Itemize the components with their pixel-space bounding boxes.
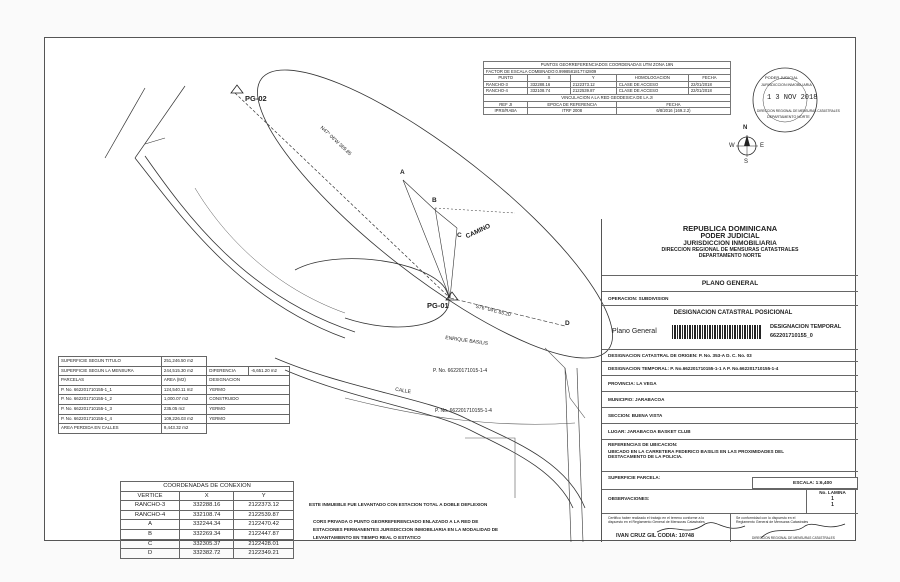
georef-vinculation: VINCULACION A LA RED GEODESICA DE LA JI bbox=[484, 94, 731, 101]
table-row bbox=[121, 549, 294, 559]
table-row bbox=[59, 366, 290, 376]
lamina-den: 1 bbox=[831, 502, 834, 508]
coords-cell: B bbox=[121, 529, 180, 539]
title-designacion-pos: DESIGNACION CATASTRAL POSICIONAL bbox=[673, 310, 793, 316]
label-pg02: PG-02 bbox=[245, 94, 267, 103]
title-republica: REPUBLICA DOMINICANA bbox=[682, 224, 778, 233]
label-d: D bbox=[565, 320, 570, 327]
label-bearing1: N47° 06'W 369.85 bbox=[318, 125, 353, 158]
georef-ref-header: FECHA bbox=[616, 101, 730, 108]
georef-table bbox=[483, 61, 731, 115]
coords-cell: 332382.72 bbox=[180, 549, 234, 559]
director-label: DIRECCION REGIONAL DE MENSURAS CATASTRALES bbox=[752, 536, 835, 540]
coords-cell: 332244.34 bbox=[180, 520, 234, 530]
compass-cross bbox=[736, 135, 758, 157]
parcel-cell: CONSTRUIDO bbox=[207, 395, 290, 405]
stamp-line1: PODER JUDICIAL bbox=[765, 75, 799, 80]
title-referencias-box bbox=[602, 439, 858, 471]
cert-right-1: Se conformidad con lo dispuesto en el bbox=[736, 516, 796, 520]
note-cors-2: ESTACIONES PERMANENTES JURISDICCION INMOBILIARIA EN LA MODALIDAD DE bbox=[313, 527, 499, 532]
georef-cell: CLASE DE ACCESO bbox=[616, 88, 688, 95]
table-row bbox=[59, 376, 290, 386]
title-departamento: DEPARTAMENTO NORTE bbox=[698, 253, 762, 259]
parcel-cell: 1,000.07 m2 bbox=[161, 395, 206, 405]
label-calle: CALLE bbox=[394, 386, 412, 396]
surface-header: DESIGNACION bbox=[207, 376, 290, 386]
georef-ref-cell: IPRS/RABA bbox=[484, 108, 528, 115]
label-pg01: PG-01 bbox=[427, 301, 449, 310]
boundary-line bbox=[135, 86, 185, 158]
survey-line bbox=[435, 208, 515, 213]
title-escala: ESCALA: 1:6,400 bbox=[752, 477, 858, 489]
title-superficie: SUPERFICIE PARCELA: bbox=[602, 471, 858, 485]
road-edge bbox=[135, 158, 345, 338]
title-ref-text1: UBICADO EN LA CARRETERA FEDERICO BASILIS EN LAS PROXIMIDADES DEL bbox=[608, 449, 785, 454]
parcel-cell: YERMO bbox=[207, 414, 290, 424]
coords-header: Y bbox=[234, 491, 294, 501]
georef-header: PUNTO bbox=[484, 75, 528, 82]
stamp-date: 1 3 NOV 2018 bbox=[767, 94, 818, 102]
surface-cell: 244,515.30 m2 bbox=[161, 366, 206, 376]
coords-cell: 2122428.01 bbox=[234, 539, 294, 549]
table-row bbox=[59, 404, 290, 414]
georef-cell: 332288.16 bbox=[528, 81, 570, 88]
georef-header: FECHA bbox=[688, 75, 730, 82]
georef-cell: 22/01/2018 bbox=[688, 88, 730, 95]
title-block bbox=[601, 219, 857, 542]
title-ref-text2: DESTACAMENTO DE LA POLICIA. bbox=[608, 454, 683, 459]
georef-scale: FACTOR DE ESCALA COMBINADO:0.9998581817742809 bbox=[484, 68, 731, 75]
label-c: C bbox=[457, 232, 462, 239]
coords-cell: 332288.16 bbox=[180, 501, 234, 511]
lamina-num: 1 bbox=[831, 496, 834, 502]
survey-line bbox=[403, 180, 450, 298]
parcel-cell: P. No. 662201710155-1_2 bbox=[59, 395, 162, 405]
georef-cell: RANCHO-3 bbox=[484, 81, 528, 88]
table-row bbox=[121, 529, 294, 539]
lamina-box bbox=[806, 489, 858, 513]
table-row bbox=[59, 357, 290, 367]
title-direccion: DIRECCION REGIONAL DE MENSURAS CATASTRALES bbox=[661, 247, 799, 253]
cert-right-2: Reglamento General de Mensuras Catastrales bbox=[736, 520, 809, 524]
stamp-line4: DEPARTAMENTO NORTE bbox=[767, 115, 810, 119]
surface-header: AREA (M2) bbox=[161, 376, 206, 386]
title-observaciones: OBSERVACIONES: bbox=[602, 489, 858, 513]
parcel-cell: 109,226.03 m2 bbox=[161, 414, 206, 424]
coords-header: X bbox=[180, 491, 234, 501]
drawing-frame bbox=[44, 37, 856, 557]
road-edge bbox=[195, 188, 345, 313]
table-row bbox=[484, 81, 731, 88]
georef-header: Y bbox=[570, 75, 616, 82]
parcel-cell: P. No. 662201710155-1_3 bbox=[59, 404, 162, 414]
compass-e: E bbox=[760, 143, 765, 149]
note-levantado: ESTE INMUEBLE FUE LEVANTADO CON ESTACION TOTAL A DOBLE DEFLEXION bbox=[309, 502, 488, 507]
coords-cell: C bbox=[121, 539, 180, 549]
parcel-cell: 124,540.11 m2 bbox=[161, 385, 206, 395]
coords-cell: 2122447.87 bbox=[234, 529, 294, 539]
coords-cell: 2122539.87 bbox=[234, 510, 294, 520]
surface-header: PARCELAS bbox=[59, 376, 162, 386]
georef-ref-cell: ITRF 2008 bbox=[528, 108, 617, 115]
table-row bbox=[484, 88, 731, 95]
surface-cell: SUPERFICIE SEGUN TITULO bbox=[59, 357, 162, 367]
table-row bbox=[59, 424, 290, 434]
lower-boundary bbox=[295, 259, 449, 327]
title-seccion: SECCION: BUENA VISTA bbox=[602, 407, 858, 423]
label-bearing2: S76° 04'E 85.20 bbox=[474, 303, 512, 319]
road-edge bbox=[285, 370, 573, 508]
road-edge bbox=[145, 156, 355, 332]
title-jurisdiccion: JURISDICCION INMOBILIARIA bbox=[683, 240, 777, 247]
title-referencias: REFERENCIAS DE UBICACION: bbox=[608, 442, 678, 447]
table-row bbox=[121, 510, 294, 520]
parcel-cell: 235.05 m2 bbox=[161, 404, 206, 414]
stamp-line2: JURISDICCION INMOBILIARIA bbox=[761, 83, 812, 87]
georef-cell: CLASE DE ACCESO bbox=[616, 81, 688, 88]
parcel-cell: YERMO bbox=[207, 385, 290, 395]
title-designacion-temp: DESIGNACION TEMPORAL bbox=[770, 324, 842, 330]
coords-title: COORDENADAS DE CONEXION bbox=[121, 482, 294, 492]
georef-ref-cell: 6/8/2016 (169.2.2) bbox=[616, 108, 730, 115]
note-cors-1: CORS PRIVADA O PUNTO GEORREFERENCIADO ENLAZADO A LA RED DE bbox=[313, 519, 479, 524]
road-edge bbox=[577, 368, 583, 542]
cert-left-2: dispuesto en el Reglamento General de Mensuras Catastrales bbox=[608, 520, 705, 524]
table-row bbox=[59, 385, 290, 395]
road-edge bbox=[275, 358, 585, 508]
coords-table bbox=[120, 481, 294, 559]
georef-cell: RANCHO-4 bbox=[484, 88, 528, 95]
title-origen: DESIGNACION CATASTRAL DE ORIGEN: P. No. 353-A D. C. No. 03 bbox=[602, 349, 858, 361]
table-row bbox=[59, 414, 290, 424]
title-designacion-temporal: DESIGNACION TEMPORAL: P. No.662201710155-1-1 A P. No.662201710155-1-4 bbox=[602, 361, 858, 375]
label-camino: CAMINO bbox=[464, 222, 492, 241]
boundary-line bbox=[105, 88, 145, 158]
calles-cell: AREA PERDIDA EN CALLES bbox=[59, 424, 162, 434]
title-operacion: OPERACION: SUBDIVISION bbox=[602, 291, 858, 305]
title-plano: PLANO GENERAL bbox=[602, 275, 858, 291]
parcel-cell: YERMO bbox=[207, 404, 290, 414]
coords-cell: 2122470.42 bbox=[234, 520, 294, 530]
surface-cell: SUPERFICIE SEGUN LA MENSURA bbox=[59, 366, 162, 376]
calles-cell: 9,443.32 m2 bbox=[161, 424, 206, 434]
coords-cell: 2122373.12 bbox=[234, 501, 294, 511]
pg02-marker bbox=[231, 85, 243, 93]
compass-w: W bbox=[729, 143, 735, 149]
georef-ref-header: EPOCA DE REFERENCIA bbox=[528, 101, 617, 108]
surface-cell: -6,651.20 m2 bbox=[249, 366, 290, 376]
note-cors-3: LEVANTAMIENTO EN TIEMPO REAL O ESTATICO bbox=[313, 535, 421, 540]
road-edge bbox=[545, 348, 585, 418]
coords-cell: D bbox=[121, 549, 180, 559]
label-enrique: ENRIQUE BASILIS bbox=[444, 335, 489, 347]
title-lugar: LUGAR: JARABACOA BASKET CLUB bbox=[602, 423, 858, 439]
title-municipio: MUNICIPIO: JARABACOA bbox=[602, 391, 858, 407]
title-block-header bbox=[602, 219, 858, 275]
title-provincia: PROVINCIA: LA VEGA bbox=[602, 375, 858, 391]
georef-cell: 332108.74 bbox=[528, 88, 570, 95]
georef-cell: 2122373.12 bbox=[570, 81, 616, 88]
barcode bbox=[672, 325, 762, 339]
coords-cell: 332269.34 bbox=[180, 529, 234, 539]
title-poder: PODER JUDICIAL bbox=[700, 233, 760, 240]
label-a: A bbox=[400, 169, 405, 176]
label-parcel-low: P. No. 662201710155-1-4 bbox=[435, 408, 492, 414]
table-row bbox=[121, 520, 294, 530]
label-parcel-mid: P. No. 66220171015-1-4 bbox=[433, 368, 488, 374]
georef-header: HOMOLOGACION bbox=[616, 75, 688, 82]
table-row bbox=[59, 395, 290, 405]
coords-cell: RANCHO-3 bbox=[121, 501, 180, 511]
parcel-edge bbox=[403, 180, 457, 228]
surface-cell: DIFERENCIA bbox=[207, 366, 249, 376]
parcel-cell: P. No. 662201710155-1_1 bbox=[59, 385, 162, 395]
road-edge bbox=[565, 368, 571, 542]
agrimensor-name: IVAN CRUZ GIL CODIA: 10748 bbox=[616, 533, 695, 539]
table-row bbox=[484, 108, 731, 115]
lamina-label: No. LAMINA bbox=[819, 490, 846, 495]
compass-n: N bbox=[743, 125, 748, 131]
coords-cell: 332305.37 bbox=[180, 539, 234, 549]
compass-s: S bbox=[744, 159, 749, 165]
title-temp-value: 662201710155_0 bbox=[770, 333, 813, 339]
coords-cell: A bbox=[121, 520, 180, 530]
label-b: B bbox=[432, 197, 437, 204]
parcel-edge bbox=[465, 438, 515, 498]
surface-table bbox=[58, 356, 290, 434]
parcel-cell: P. No. 662201710155-1_4 bbox=[59, 414, 162, 424]
title-plano-general: Plano General bbox=[612, 328, 657, 335]
georef-ref-header: REF JI bbox=[484, 101, 528, 108]
coords-cell: RANCHO-4 bbox=[121, 510, 180, 520]
coords-header: VERTICE bbox=[121, 491, 180, 501]
georef-title: PUNTOS GEORREFERENCIADOS COORDENADAS UTM ZONA 19N bbox=[484, 62, 731, 69]
georef-cell: 22/01/2018 bbox=[688, 81, 730, 88]
georef-header: X bbox=[528, 75, 570, 82]
table-row bbox=[121, 501, 294, 511]
cert-left-1: Certifico haber realizado el trabajo en el terreno conforme a lo bbox=[608, 516, 705, 520]
survey-line bbox=[450, 228, 457, 298]
stamp-line3: DIRECCION REGIONAL DE MENSURAS CATASTRALES bbox=[757, 109, 840, 113]
table-row bbox=[121, 539, 294, 549]
coords-cell: 2122349.21 bbox=[234, 549, 294, 559]
georef-cell: 2122539.87 bbox=[570, 88, 616, 95]
surface-cell: 251,246.50 m2 bbox=[161, 357, 206, 367]
coords-cell: 332108.74 bbox=[180, 510, 234, 520]
cert-divider bbox=[730, 513, 731, 542]
title-designacion-box bbox=[602, 305, 858, 349]
